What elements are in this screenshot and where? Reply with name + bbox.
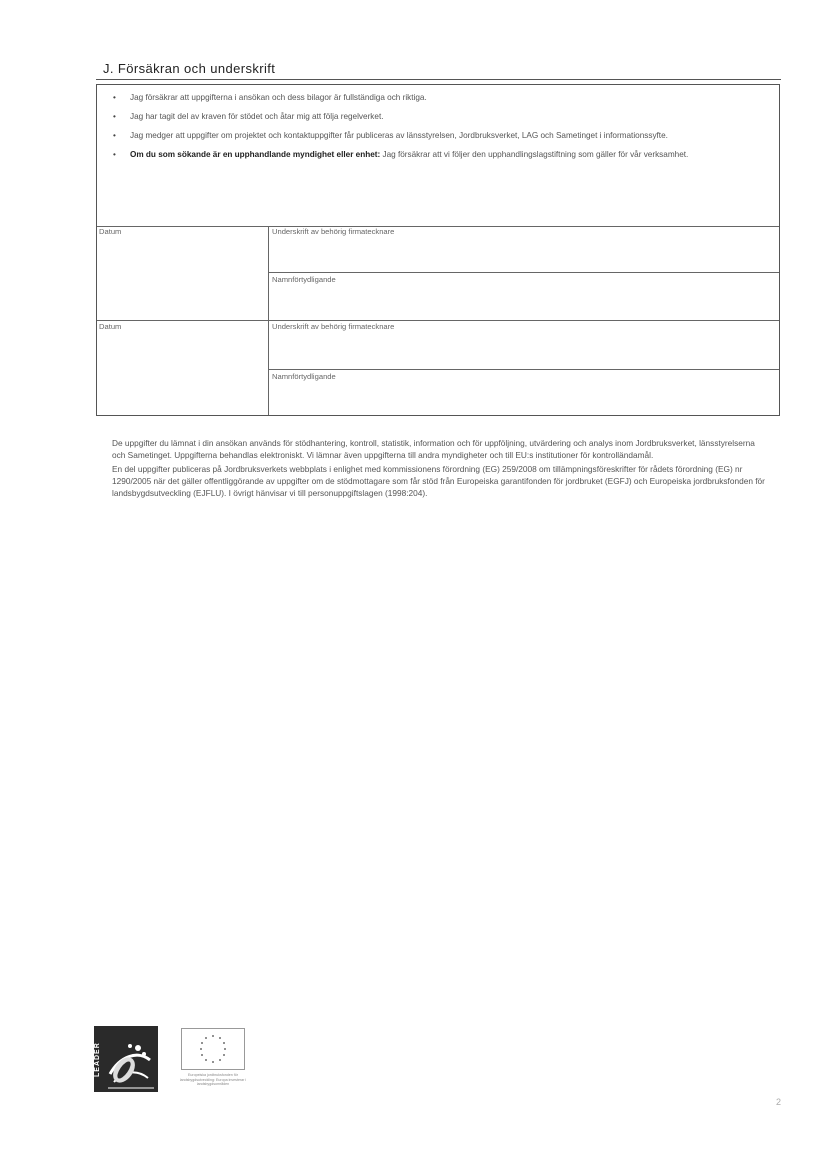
- page-number: 2: [776, 1097, 782, 1107]
- signature-field-2[interactable]: Underskrift av behörig firmatecknare: [272, 322, 395, 331]
- section-title: J. Försäkran och underskrift: [103, 61, 276, 76]
- signature-row-split: [268, 272, 779, 273]
- privacy-paragraph: De uppgifter du lämnat i din ansökan används för stödhantering, kontroll, statistik, information och för uppföljning, utvärdering och analys inom Jordbruksverket, länsstyrelserna och Sametinget. Uppgifterna behandlas elektroniskt. Vi lämnar även uppgifterna till andra myndigheter och till EU:s institutioner för kontrolländamål.: [112, 438, 755, 460]
- signature-grid-middle: [97, 320, 779, 321]
- date-field-2[interactable]: Datum: [99, 322, 122, 331]
- privacy-paragraph: En del uppgifter publiceras på Jordbruksverkets webbplats i enlighet med kommissionens förordning (EG) 259/2008 om tillämpningsföreskrifter för rådets förordning (EG) nr 1290/2005 när det gäller offentliggörande av uppgifter om de stödmottagare som får stöd från Europeiska garantifonden för jordbruket (EGFJ) och Europeiska jordbruksfonden för landsbygdsutveckling (EJFLU). I övrigt hänvisar vi till personuppgiftslagen (1998:204).: [112, 464, 765, 498]
- declaration-item: • Jag försäkrar att uppgifterna i ansökan och dess bilagor är fullständiga och riktiga.: [110, 92, 770, 103]
- declaration-item: • Jag medger att uppgifter om projektet och kontaktuppgifter får publiceras av länsstyrelsen, Jordbruksverket, LAG och Sametinget i informationssyfte.: [110, 130, 770, 141]
- signature-grid-top: [97, 226, 779, 227]
- eu-flag-icon: [181, 1028, 245, 1070]
- declaration-item: • Jag har tagit del av kraven för stödet och åtar mig att följa regelverket.: [110, 111, 770, 122]
- signature-field-1[interactable]: Underskrift av behörig firmatecknare: [272, 227, 395, 236]
- eu-caption: Europeiska jordbruksfonden för landsbygdsutveckling: Europa investerar i landsbygdsområden: [179, 1073, 247, 1086]
- title-divider: [96, 79, 781, 80]
- declaration-item: • Om du som sökande är en upphandlande myndighet eller enhet: Jag försäkrar att vi följer den upphandlingslagstiftning som gäller för vår verksamhet.: [110, 149, 770, 160]
- name-clarification-field-1[interactable]: Namnförtydligande: [272, 275, 336, 284]
- name-clarification-field-2[interactable]: Namnförtydligande: [272, 372, 336, 381]
- signature-row-split: [268, 369, 779, 370]
- privacy-notice: [112, 437, 767, 501]
- declaration-list: [110, 92, 770, 168]
- date-field-1[interactable]: Datum: [99, 227, 122, 236]
- leader-wordmark: LEADER: [94, 1042, 101, 1078]
